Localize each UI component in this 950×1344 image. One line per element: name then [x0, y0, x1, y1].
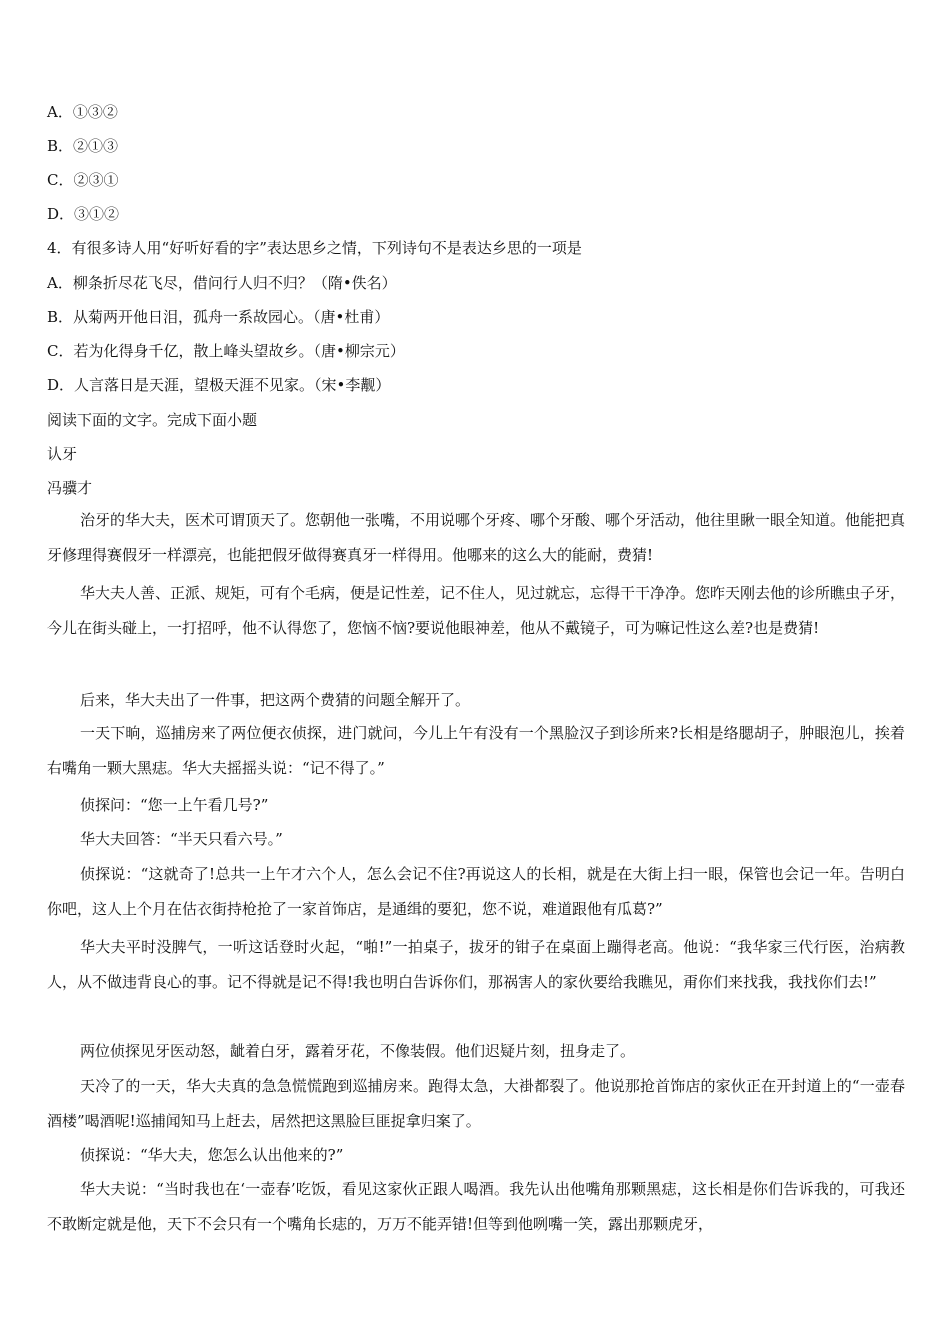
article-title: 认牙	[47, 445, 78, 463]
q3-option-c: C．②③①	[47, 171, 119, 189]
paragraph-11: 侦探说：“华大夫，您怎么认出他来的?”	[80, 1146, 344, 1164]
paragraph-12: 华大夫说：“当时我也在‘一壶春’吃饭，看见这家伙正跟人喝酒。我先认出他嘴角那颗黑痣，这长相是你们告诉我的，可我还不敢断定就是他，天下不会只有一个嘴角长痣的，万万不能弄错!但等到他咧嘴一笑，露出那颗虎牙，	[47, 1180, 905, 1233]
paragraph-9: 两位侦探见牙医动怒，龇着白牙，露着牙花，不像装假。他们迟疑片刻，扭身走了。	[80, 1042, 636, 1060]
paragraph-10: 天冷了的一天，华大夫真的急急慌慌跑到巡捕房来。跑得太急，大褂都裂了。他说那抢首饰店的家伙正在开封道上的“一壶春酒楼”喝酒呢!巡捕闻知马上赶去，居然把这黑脸巨匪捉拿归案了。	[47, 1077, 905, 1130]
q4-option-d: D．人言落日是天涯，望极天涯不见家。（宋•李觏）	[47, 376, 391, 394]
paragraph-2: 华大夫人善、正派、规矩，可有个毛病，便是记性差，记不住人，见过就忘，忘得干干净净。您昨天刚去他的诊所瞧虫子牙，今儿在街头碰上，一打招呼，他不认得您了，您恼不恼?要说他眼神差，他从不戴镜子，可为嘛记性这么差?也是费猜!	[47, 584, 906, 637]
paragraph-4: 一天下晌，巡捕房来了两位便衣侦探，进门就问，今儿上午有没有一个黑脸汉子到诊所来?长相是络腮胡子，肿眼泡儿，挨着右嘴角一颗大黑痣。华大夫摇摇头说：“记不得了。”	[47, 724, 905, 777]
q3-option-b: B．②①③	[47, 137, 119, 155]
reading-instruction: 阅读下面的文字。完成下面小题	[47, 411, 258, 429]
paragraph-5: 侦探问：“您一上午看几号?”	[80, 796, 269, 814]
paragraph-6: 华大夫回答：“半天只看六号。”	[80, 830, 283, 848]
q3-option-d: D．③①②	[47, 205, 120, 223]
q4-option-a: A．柳条折尽花飞尽，借问行人归不归？（隋•佚名）	[47, 274, 397, 292]
paragraph-3: 后来，华大夫出了一件事，把这两个费猜的问题全解开了。	[80, 691, 471, 709]
q4-option-c: C．若为化得身千亿，散上峰头望故乡。（唐•柳宗元）	[47, 342, 405, 360]
paragraph-8: 华大夫平时没脾气，一听这话登时火起，“啪!”一拍桌子，拔牙的钳子在桌面上蹦得老高。他说：“我华家三代行医，治病教人，从不做违背良心的事。记不得就是记不得!我也明白告诉你们，那祸害人的家伙要给我瞧见，甭你们来找我，我找你们去!”	[47, 938, 905, 991]
article-author: 冯骥才	[47, 479, 93, 497]
paragraph-1: 治牙的华大夫，医术可谓顶天了。您朝他一张嘴，不用说哪个牙疼、哪个牙酸、哪个牙活动，他往里瞅一眼全知道。他能把真牙修理得赛假牙一样漂亮，也能把假牙做得赛真牙一样得用。他哪来的这么大的能耐，费猜!	[47, 511, 906, 564]
q4-option-b: B．从菊两开他日泪，孤舟一系故园心。（唐•杜甫）	[47, 308, 390, 326]
q3-option-a: A．①③②	[47, 103, 118, 121]
q4-stem: 4．有很多诗人用“好听好看的字”表达思乡之情，下列诗句不是表达乡思的一项是	[47, 239, 582, 257]
paragraph-7: 侦探说：“这就奇了!总共一上午才六个人，怎么会记不住?再说这人的长相，就是在大街上扫一眼，保管也会记一年。告明白你吧，这人上个月在估衣街持枪抢了一家首饰店，是通缉的要犯，您不说，难道跟他有瓜葛?”	[47, 865, 905, 918]
